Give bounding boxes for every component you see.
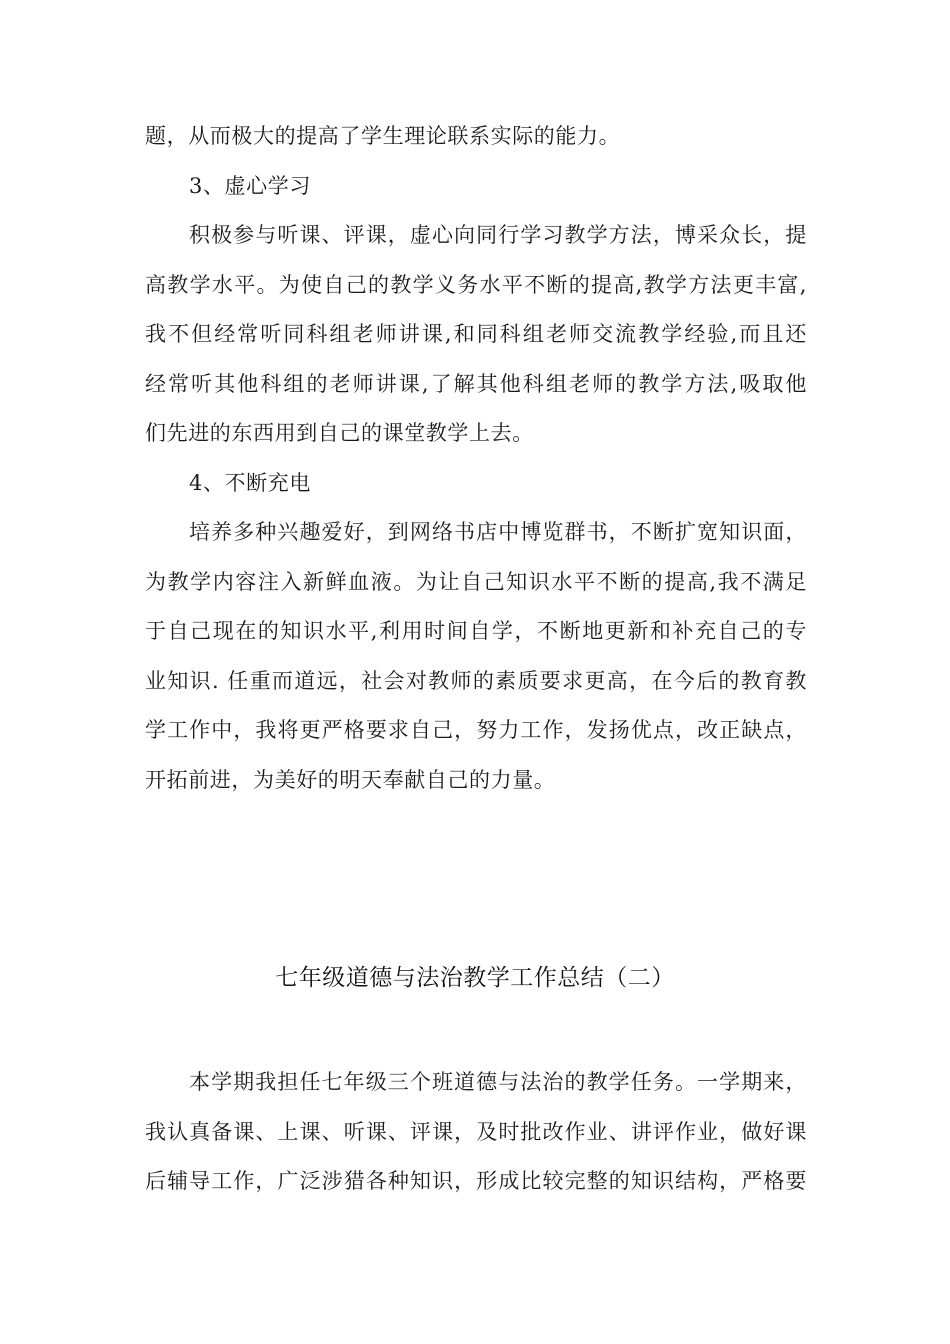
paragraph-line: 为教学内容注入新鲜血液。为让自己知识水平不断的提高,我不满足 [145, 569, 807, 594]
section-heading-3: 3、虚心学习 [189, 173, 311, 198]
paragraph-5 [145, 1058, 807, 1207]
paragraph-line: 们先进的东西用到自己的课堂教学上去。 [145, 421, 534, 445]
paragraph-line: 经常听其他科组的老师讲课,了解其他科组老师的教学方法,吸取他 [145, 371, 807, 396]
paragraph-line: 于自己现在的知识水平,利用时间自学，不断地更新和补充自己的专 [145, 619, 807, 643]
section-heading-4: 4、不断充电 [189, 470, 311, 495]
document-title: 七年级道德与法治教学工作总结（二） [275, 965, 675, 991]
paragraph-3 [145, 211, 807, 459]
paragraph-line: 我认真备课、上课、听课、评课，及时批改作业、讲评作业，做好课 [145, 1119, 807, 1144]
paragraph-line: 我不但经常听同科组老师讲课,和同科组老师交流教学经验,而且还 [145, 322, 807, 346]
paragraph-line: 题，从而极大的提高了学生理论联系实际的能力。 [145, 124, 621, 148]
paragraph-line: 学工作中，我将更严格要求自己，努力工作，发扬优点，改正缺点， [145, 718, 807, 742]
paragraph-line: 开拓前进，为美好的明天奉献自己的力量。 [145, 767, 556, 792]
document-body [145, 112, 807, 805]
paragraph-line: 本学期我担任七年级三个班道德与法治的教学任务。一学期来， [189, 1070, 807, 1094]
paragraph-line: 业知识. 任重而道远，社会对教师的素质要求更高，在今后的教育教 [145, 668, 807, 693]
paragraph-line: 培养多种兴趣爱好，到网络书店中博览群书，不断扩宽知识面， [189, 520, 807, 544]
paragraph-line: 高教学水平。为使自己的教学义务水平不断的提高,教学方法更丰富, [145, 272, 807, 297]
paragraph-4 [145, 508, 807, 805]
paragraph-line: 积极参与听课、评课，虚心向同行学习教学方法，博采众长，提 [189, 223, 807, 247]
paragraph-line: 后辅导工作，广泛涉猎各种知识，形成比较完整的知识结构，严格要 [145, 1169, 807, 1193]
